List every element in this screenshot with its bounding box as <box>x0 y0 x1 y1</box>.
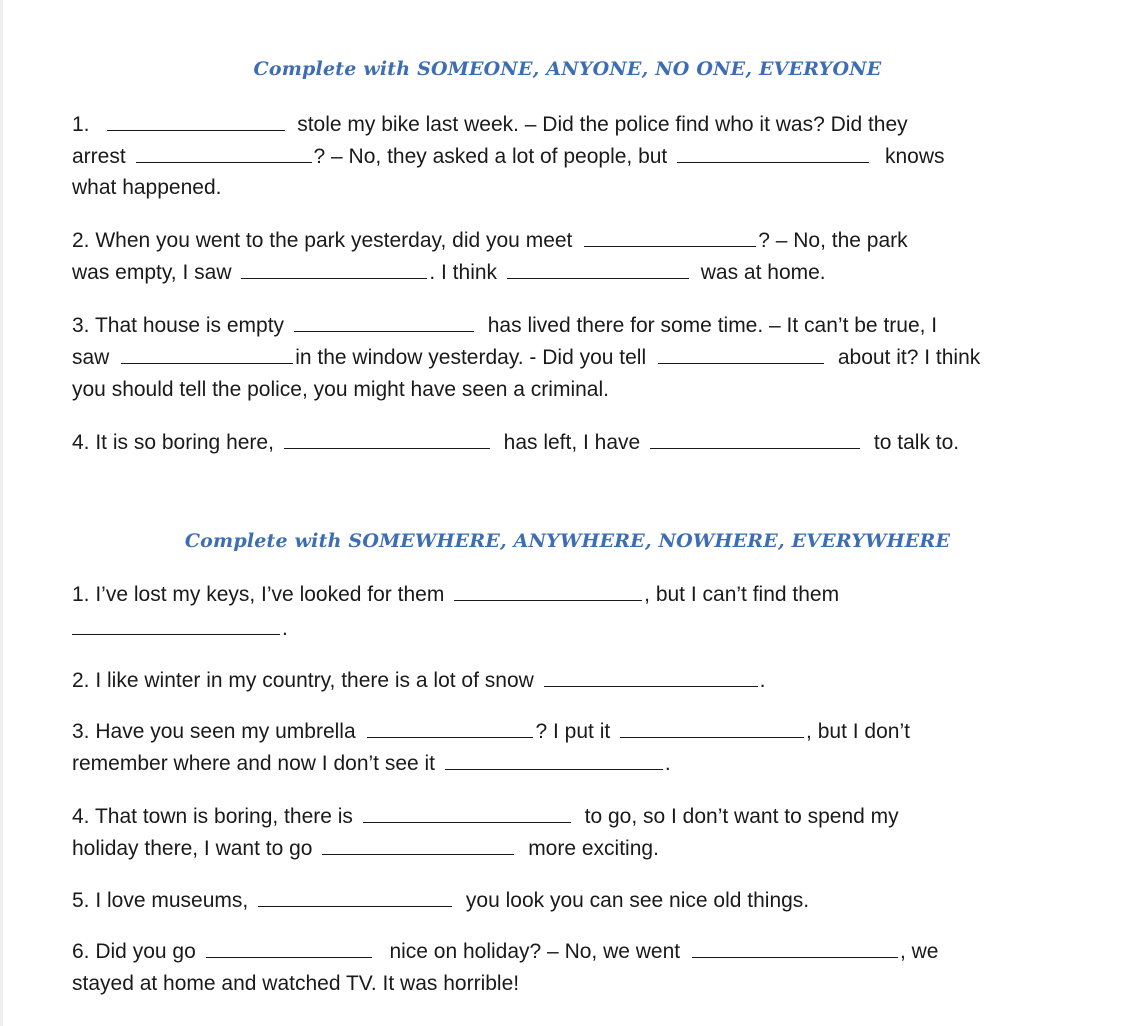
answer-blank[interactable] <box>677 142 869 163</box>
answer-blank[interactable] <box>367 717 533 738</box>
text: to go, so I don’t want to spend my <box>584 805 899 828</box>
text: ? – No, they asked a lot of people, but <box>313 145 668 168</box>
answer-blank[interactable] <box>258 886 452 907</box>
text: 1. I’ve lost my keys, I’ve looked for them <box>72 583 445 606</box>
text: what happened. <box>72 176 222 199</box>
answer-blank[interactable] <box>650 428 860 449</box>
text: 4. It is so boring here, <box>72 431 274 454</box>
text: has left, I have <box>503 431 641 454</box>
text: in the window yesterday. - Did you tell <box>295 346 647 369</box>
answer-blank[interactable] <box>322 834 514 855</box>
text: , but I don’t <box>806 720 910 743</box>
answer-blank[interactable] <box>658 343 824 364</box>
section1-heading: Complete with SOMEONE, ANYONE, NO ONE, EVERYONE <box>253 58 882 80</box>
answer-blank[interactable] <box>72 614 280 635</box>
text: about it? I think <box>837 346 981 369</box>
text: more exciting. <box>528 837 659 860</box>
answer-blank[interactable] <box>692 937 898 958</box>
answer-blank[interactable] <box>121 343 293 364</box>
answer-blank[interactable] <box>206 937 372 958</box>
answer-blank[interactable] <box>507 258 689 279</box>
answer-blank[interactable] <box>445 749 663 770</box>
text: ? – No, the park <box>758 229 908 252</box>
text: was at home. <box>700 261 826 284</box>
text: 4. That town is boring, there is <box>72 805 353 828</box>
answer-blank[interactable] <box>136 142 312 163</box>
text: ? I put it <box>535 720 611 743</box>
text: , but I can’t find them <box>644 583 840 606</box>
text: 1. <box>72 113 90 136</box>
text: . <box>759 669 766 692</box>
text: saw <box>72 346 110 369</box>
text: 5. I love museums, <box>72 889 249 912</box>
text: 3. Have you seen my umbrella <box>72 720 356 743</box>
text: nice on holiday? – No, we went <box>389 940 681 963</box>
text: you should tell the police, you might have seen a criminal. <box>72 378 609 401</box>
text: , we <box>899 940 939 963</box>
text: arrest <box>72 145 126 168</box>
text: 3. That house is empty <box>72 314 285 337</box>
text: to talk to. <box>873 431 960 454</box>
text: . <box>664 752 671 775</box>
answer-blank[interactable] <box>294 311 474 332</box>
answer-blank[interactable] <box>620 717 804 738</box>
answer-blank[interactable] <box>363 802 571 823</box>
answer-blank[interactable] <box>544 666 758 687</box>
text: 6. Did you go <box>72 940 196 963</box>
answer-blank[interactable] <box>454 580 642 601</box>
text: stole my bike last week. – Did the police find who it was? Did they <box>297 113 908 136</box>
text: . I think <box>429 261 498 284</box>
text: you look you can see nice old things. <box>465 889 810 912</box>
text: stayed at home and watched TV. It was horrible! <box>72 972 520 995</box>
answer-blank[interactable] <box>107 110 285 131</box>
text: was empty, I saw <box>72 261 232 284</box>
text: has lived there for some time. – It can’t be true, I <box>487 314 938 337</box>
text: 2. I like winter in my country, there is a lot of snow <box>72 669 534 692</box>
answer-blank[interactable] <box>241 258 427 279</box>
text: 2. When you went to the park yesterday, did you meet <box>72 229 573 252</box>
page-edge <box>0 0 3 1026</box>
text: holiday there, I want to go <box>72 837 313 860</box>
text: knows <box>884 145 945 168</box>
text: remember where and now I don’t see it <box>72 752 436 775</box>
answer-blank[interactable] <box>284 428 490 449</box>
answer-blank[interactable] <box>584 226 756 247</box>
section2-heading: Complete with SOMEWHERE, ANYWHERE, NOWHERE, EVERYWHERE <box>184 530 951 552</box>
text: . <box>282 617 288 640</box>
